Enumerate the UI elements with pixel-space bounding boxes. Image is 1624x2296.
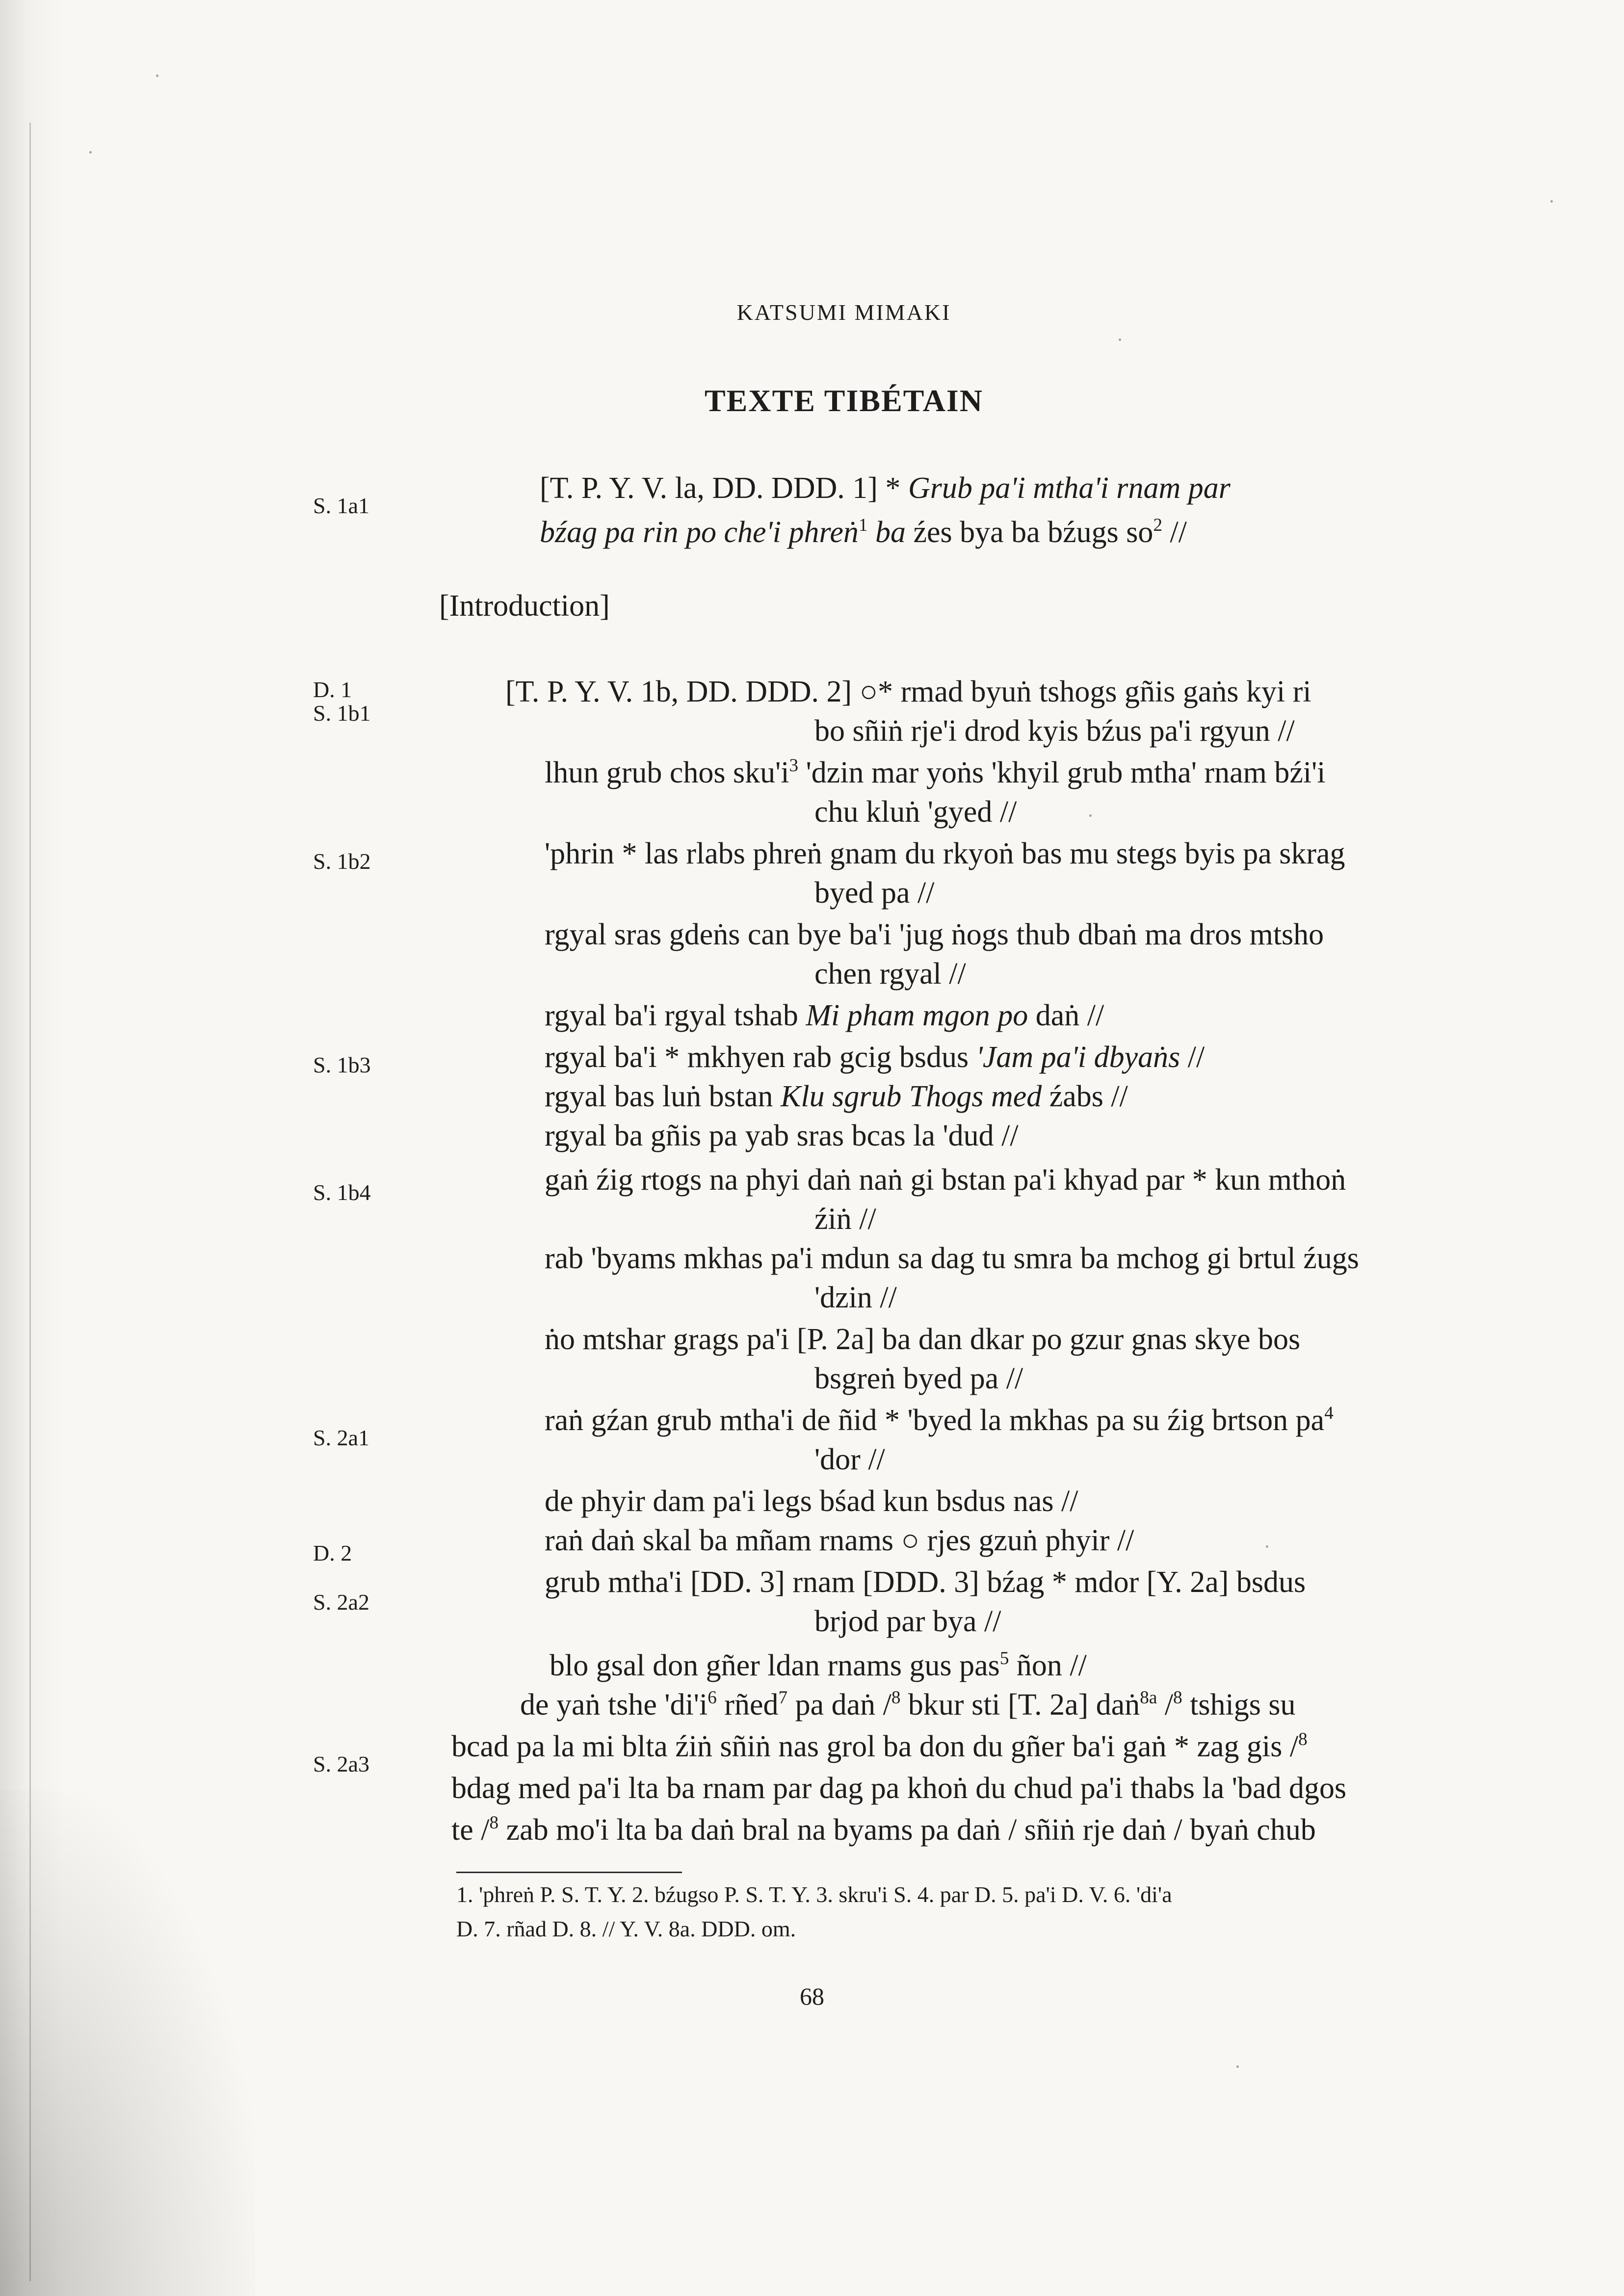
footnote-rule (456, 1872, 682, 1873)
prose-line: bdag med pa'i lta ba rnam par dag pa khoṅ du chud pa'i thabs la 'bad dgos (451, 1772, 1347, 1805)
margin-ref: S. 1b2 (313, 849, 371, 874)
scan-speck (1236, 2065, 1239, 2068)
verse-line: 'phrin * las rlabs phreṅ gnam du rkyoṅ bas mu stegs byis pa skrag (545, 837, 1345, 870)
margin-ref: D. 1 (313, 677, 352, 702)
verse-line: lhun grub chos $sku'i^3$ 'dzin mar yoṅs 'khyil grub mtha' rnam bźi'i (545, 755, 1326, 789)
margin-ref: S. 1b4 (313, 1180, 371, 1205)
prose-line: bcad pa la mi blta źiṅ sñiṅ nas grol ba don du gñer ba'i gaṅ * zag gis /$^8$ (451, 1729, 1308, 1763)
verse-line: brjod par bya // (814, 1605, 1001, 1638)
verse-line: [T. P. Y. V. 1b, DD. DDD. 2] ○* rmad byuṅ tshogs gñis gaṅs kyi ri (505, 675, 1311, 708)
scan-speck (1550, 200, 1553, 203)
scan-speck (89, 151, 92, 154)
verse-line: rgyal ba'i * mkhyen rab gcig bsdus 'Jam pa'i dbyaṅs // (545, 1041, 1205, 1074)
verse-line: rgyal ba'i rgyal tshab Mi pham mgon po daṅ // (545, 999, 1104, 1032)
verse-line: rgyal sras gdeṅs can bye ba'i 'jug ṅogs thub dbaṅ ma dros mtsho (545, 918, 1324, 951)
verse-line: rgyal ba gñis pa yab sras bcas la 'dud // (545, 1119, 1019, 1152)
margin-ref: S. 1b3 (313, 1052, 371, 1077)
verse-line: rab 'byams mkhas pa'i mdun sa dag tu smra ba mchog gi brtul źugs (545, 1242, 1359, 1275)
footnote-line: 1. 'phreṅ P. S. T. Y. 2. bźugso P. S. T. Y. 3. skru'i S. 4. par D. 5. pa'i D. V. 6. 'di'a (456, 1882, 1172, 1907)
margin-ref: S. 2a3 (313, 1751, 369, 1776)
verse-line: 'dor // (814, 1443, 885, 1476)
page-number: 68 (800, 1983, 824, 2010)
margin-ref: S. 2a1 (313, 1425, 369, 1450)
title-line-1: [T. P. Y. V. la, DD. DDD. 1] * Grub pa'i mtha'i rnam par (540, 471, 1231, 505)
prose-line: te /$^8$ zab mo'i lta ba daṅ bral na byams pa daṅ / sñiṅ rje daṅ / byaṅ chub (451, 1812, 1316, 1847)
section-heading: [Introduction] (439, 589, 610, 623)
verse-line: 'dzin // (814, 1281, 897, 1314)
verse-line: raṅ gźan grub mtha'i de ñid * 'byed la mkhas pa su źig brtson $pa^4$ (545, 1403, 1334, 1437)
verse-line: rgyal bas luṅ bstan Klu sgrub Thogs med źabs // (545, 1080, 1128, 1113)
margin-ref: D. 2 (313, 1540, 352, 1565)
verse-line: gaṅ źig rtogs na phyi daṅ naṅ gi bstan pa'i khyad par * kun mthoṅ (545, 1163, 1346, 1197)
scan-speck (156, 75, 158, 77)
page-title: TEXTE TIBÉTAIN (704, 383, 984, 418)
scan-speck (1266, 1545, 1268, 1548)
verse-line: byed pa // (814, 876, 935, 910)
margin-ref: S. 1a1 (313, 493, 369, 518)
verse-line: ṅo mtshar grags pa'i [P. 2a] ba dan dkar po gzur gnas skye bos (545, 1323, 1301, 1356)
title-line-2: bźag pa rin po che'i phreṅ$^1$ ba źes bya ba bźugs $so^2$ // (540, 515, 1187, 549)
verse-line: raṅ daṅ skal ba mñam rnams ○ rjes gzuṅ phyir // (545, 1524, 1134, 1557)
verse-line: chu kluṅ 'gyed // (814, 795, 1017, 829)
verse-line: bo sñiṅ rje'i drod kyis bźus pa'i rgyun // (814, 714, 1295, 748)
running-header: KATSUMI MIMAKI (736, 300, 951, 325)
scan-speck (1089, 814, 1092, 817)
margin-ref: S. 2a2 (313, 1590, 369, 1615)
footnote-line: D. 7. rñad D. 8. // Y. V. 8a. DDD. om. (456, 1916, 796, 1941)
prose-line: de yaṅ tshe '$di'i^6$ rñed$^7$ pa daṅ /$^8$ bkur sti [T. 2a] daṅ$^{8a}$ /$^8$ tshigs su (520, 1687, 1296, 1722)
verse-line: źiṅ // (814, 1202, 876, 1236)
scan-corner-noise (0, 1791, 255, 2296)
verse-line: grub mtha'i [DD. 3] rnam [DDD. 3] bźag * mdor [Y. 2a] bsdus (545, 1565, 1306, 1599)
verse-line: de phyir dam pa'i legs bśad kun bsdus nas // (545, 1485, 1078, 1518)
verse-line: bsgreṅ byed pa // (814, 1362, 1023, 1395)
verse-line: blo gsal don gñer ldan rnams gus pas$^5$ ñon // (550, 1648, 1087, 1682)
verse-line: chen rgyal // (814, 957, 966, 991)
margin-ref: S. 1b1 (313, 701, 371, 726)
scan-speck (1119, 339, 1121, 341)
